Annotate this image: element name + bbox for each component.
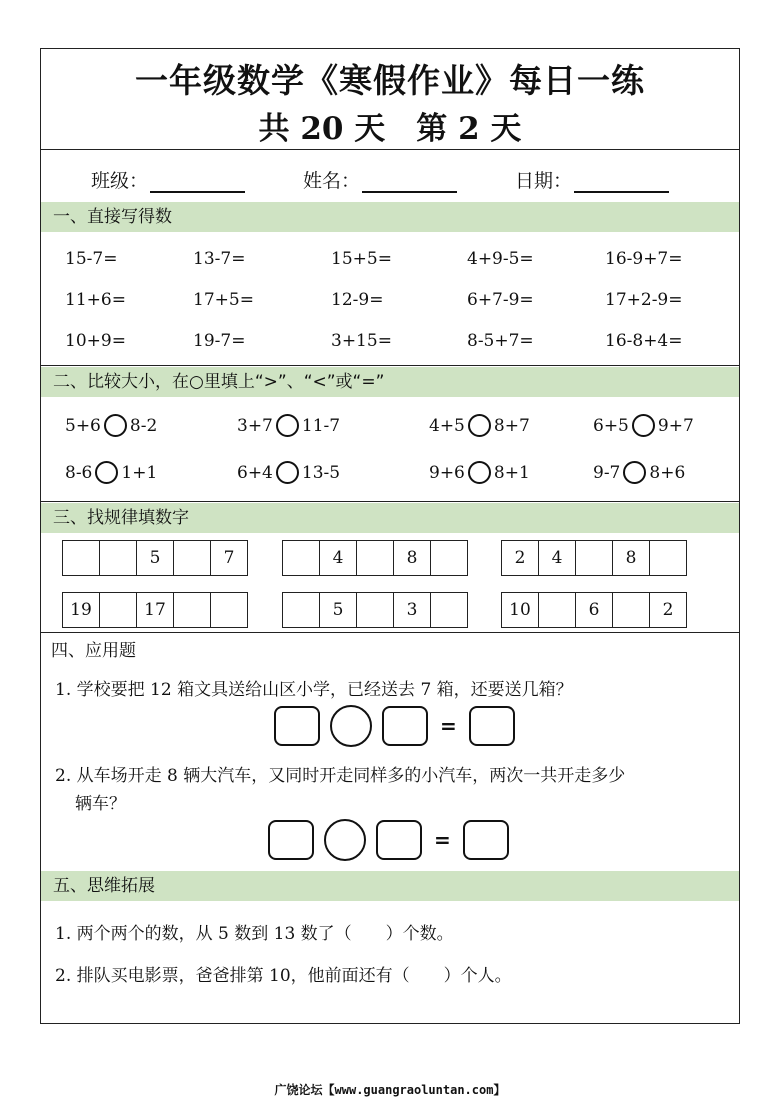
thinking-question-2: 2. 排队买电影票，爸爸排第 10，他前面还有（ ）个人。	[55, 966, 512, 986]
calc-item: 6+7-9=	[467, 290, 534, 310]
sequence-cell[interactable]: 8	[393, 540, 431, 576]
sequence-cell[interactable]	[356, 540, 394, 576]
calc-item: 10+9=	[65, 331, 126, 351]
sequence-cell[interactable]	[173, 592, 211, 628]
divider	[41, 632, 739, 633]
compare-left: 6+5	[593, 415, 629, 436]
divider	[41, 365, 739, 366]
sequence-cell[interactable]	[210, 592, 248, 628]
title-block	[41, 49, 739, 150]
compare-circle[interactable]	[104, 414, 127, 437]
sequence-cell[interactable]	[99, 592, 137, 628]
answer-box[interactable]	[274, 706, 320, 746]
name-label: 姓名：	[303, 170, 361, 192]
compare-left: 3+7	[237, 415, 273, 436]
sequence-cell[interactable]: 6	[575, 592, 613, 628]
class-label: 班级：	[91, 170, 149, 192]
compare-item	[593, 414, 694, 437]
result-box[interactable]	[463, 820, 509, 860]
sequence-cell[interactable]: 7	[210, 540, 248, 576]
calc-item: 17+5=	[193, 290, 254, 310]
sequence-cell[interactable]	[612, 592, 650, 628]
compare-item	[593, 461, 685, 484]
sequence-cell[interactable]	[173, 540, 211, 576]
compare-left: 4+5	[429, 415, 465, 436]
sequence-cell[interactable]: 5	[319, 592, 357, 628]
sequence-cell[interactable]: 4	[538, 540, 576, 576]
sequence-cell[interactable]: 10	[501, 592, 539, 628]
calc-item: 19-7=	[193, 331, 246, 351]
calc-item: 8-5+7=	[467, 331, 534, 351]
calc-item: 15+5=	[331, 249, 392, 269]
sequence-cell[interactable]	[430, 592, 468, 628]
sequence-cell[interactable]: 2	[501, 540, 539, 576]
calc-item: 3+15=	[331, 331, 392, 351]
word-problem-2: 2. 从车场开走 8 辆大汽车，又同时开走同样多的小汽车，两次一共开走多少	[55, 766, 626, 786]
calc-item: 16-8+4=	[605, 331, 683, 351]
sequence-cell[interactable]: 4	[319, 540, 357, 576]
section-5-header: 五、思维拓展	[41, 871, 739, 901]
compare-left: 9-7	[593, 462, 621, 483]
section-2-header: 二、比较大小，在○里填上“>”、“<”或“=”	[41, 367, 739, 397]
sequence-strip	[62, 592, 248, 628]
class-blank[interactable]	[150, 173, 245, 193]
name-blank[interactable]	[362, 173, 457, 193]
compare-left: 8-6	[65, 462, 93, 483]
sequence-strip	[501, 592, 687, 628]
compare-right: 1+1	[121, 462, 158, 483]
compare-circle[interactable]	[623, 461, 646, 484]
compare-right: 8+6	[649, 462, 686, 483]
name-field	[303, 166, 457, 193]
operator-circle[interactable]	[324, 819, 366, 861]
sequence-cell[interactable]	[538, 592, 576, 628]
sequence-cell[interactable]: 17	[136, 592, 174, 628]
sequence-cell[interactable]	[99, 540, 137, 576]
sequence-cell[interactable]	[430, 540, 468, 576]
section-4-header: 四、应用题	[51, 641, 136, 661]
sequence-strip	[282, 592, 468, 628]
sequence-cell[interactable]	[62, 540, 100, 576]
result-box[interactable]	[469, 706, 515, 746]
answer-box[interactable]	[268, 820, 314, 860]
class-field	[91, 166, 245, 193]
compare-left: 5+6	[65, 415, 101, 436]
calc-item: 16-9+7=	[605, 249, 683, 269]
sequence-strip	[282, 540, 468, 576]
date-label: 日期：	[515, 170, 573, 192]
compare-item	[237, 461, 340, 484]
compare-circle[interactable]	[95, 461, 118, 484]
answer-row-1	[274, 705, 515, 747]
footer-source: 广饶论坛【www.guangraoluntan.com】	[274, 1083, 506, 1097]
compare-right: 9+7	[657, 415, 694, 436]
date-blank[interactable]	[574, 173, 669, 193]
word-problem-2-cont: 辆车？	[75, 794, 126, 814]
page-subtitle: 共 20 天 第 2 天	[258, 111, 522, 147]
equals-sign: =	[440, 714, 457, 738]
thinking-question-1: 1. 两个两个的数，从 5 数到 13 数了（ ）个数。	[55, 924, 454, 944]
compare-item	[65, 461, 157, 484]
operator-circle[interactable]	[330, 705, 372, 747]
compare-item	[429, 461, 530, 484]
section-1-header: 一、直接写得数	[41, 202, 739, 232]
compare-left: 9+6	[429, 462, 465, 483]
sequence-cell[interactable]: 3	[393, 592, 431, 628]
sequence-cell[interactable]: 2	[649, 592, 687, 628]
divider	[41, 501, 739, 502]
answer-row-2	[268, 819, 509, 861]
section-3-header: 三、找规律填数字	[41, 503, 739, 533]
compare-item	[237, 414, 340, 437]
equals-sign: =	[434, 828, 451, 852]
compare-right: 11-7	[301, 415, 341, 436]
sequence-cell[interactable]	[575, 540, 613, 576]
compare-right: 8+7	[493, 415, 530, 436]
sequence-cell[interactable]: 8	[612, 540, 650, 576]
calc-item: 4+9-5=	[467, 249, 534, 269]
sequence-cell[interactable]	[282, 592, 320, 628]
compare-item	[429, 414, 530, 437]
answer-box[interactable]	[382, 706, 428, 746]
calc-item: 11+6=	[65, 290, 126, 310]
compare-right: 8+1	[493, 462, 530, 483]
word-problem-1: 1. 学校要把 12 箱文具送给山区小学，已经送去 7 箱，还要送几箱？	[55, 680, 573, 700]
compare-circle[interactable]	[276, 414, 299, 437]
compare-circle[interactable]	[468, 414, 491, 437]
compare-right: 13-5	[301, 462, 341, 483]
compare-right: 8-2	[129, 415, 158, 436]
calc-item: 12-9=	[331, 290, 384, 310]
calc-item: 17+2-9=	[605, 290, 683, 310]
worksheet	[40, 48, 740, 1024]
compare-circle[interactable]	[632, 414, 655, 437]
page-title: 一年级数学《寒假作业》每日一练	[135, 61, 645, 100]
compare-left: 6+4	[237, 462, 273, 483]
calc-item: 15-7=	[65, 249, 118, 269]
sequence-strip	[501, 540, 687, 576]
sequence-strip	[62, 540, 248, 576]
compare-circle[interactable]	[468, 461, 491, 484]
sequence-cell[interactable]: 19	[62, 592, 100, 628]
compare-circle[interactable]	[276, 461, 299, 484]
sequence-cell[interactable]	[356, 592, 394, 628]
calc-item: 13-7=	[193, 249, 246, 269]
answer-box[interactable]	[376, 820, 422, 860]
student-info-row	[41, 150, 739, 202]
sequence-cell[interactable]: 5	[136, 540, 174, 576]
sequence-cell[interactable]	[282, 540, 320, 576]
date-field	[515, 166, 669, 193]
compare-item	[65, 414, 157, 437]
sequence-cell[interactable]	[649, 540, 687, 576]
